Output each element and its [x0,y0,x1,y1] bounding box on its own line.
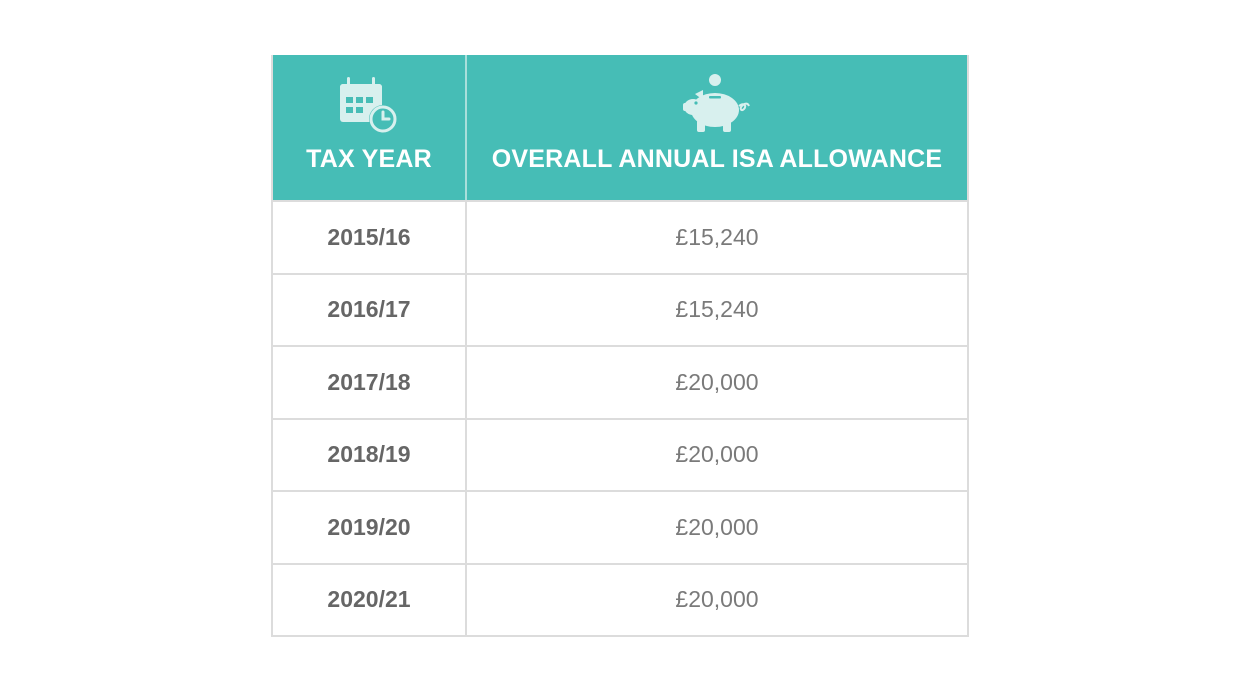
tax-year-cell: 2015/16 [273,202,467,273]
table-row [273,273,967,346]
allowance-cell: £20,000 [675,368,759,395]
table-row [273,418,967,491]
allowance-cell: £20,000 [675,441,759,468]
table-header [273,55,967,200]
tax-year-cell: 2017/18 [273,347,467,418]
header-cell-allowance [467,55,967,200]
tax-year-cell: 2016/17 [273,275,467,346]
table-row [273,563,967,636]
isa-allowance-table [271,55,969,637]
column-header-allowance: OVERALL ANNUAL ISA ALLOWANCE [491,145,943,173]
allowance-cell: £15,240 [675,296,759,323]
tax-year-cell: 2020/21 [273,565,467,636]
calendar-clock-icon [337,71,401,137]
table-row [273,345,967,418]
allowance-cell: £20,000 [675,513,759,540]
header-cell-tax-year [273,55,467,200]
allowance-cell: £20,000 [675,586,759,613]
column-header-tax-year: TAX YEAR [306,145,432,173]
table-row [273,200,967,273]
tax-year-cell: 2019/20 [273,492,467,563]
piggy-bank-icon [681,71,753,137]
tax-year-cell: 2018/19 [273,420,467,491]
table-row [273,490,967,563]
allowance-cell: £15,240 [675,223,759,250]
